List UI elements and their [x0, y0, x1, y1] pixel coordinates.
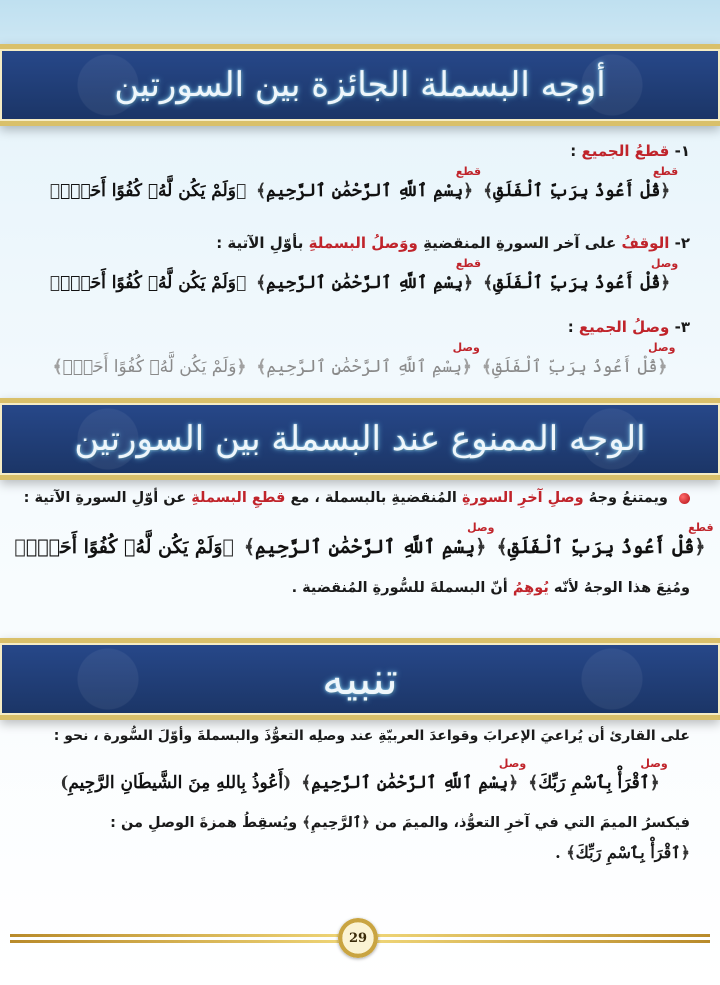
allowed-item-3	[30, 318, 690, 377]
joining-mark: وصل	[452, 341, 480, 354]
verse-start: ﴿قُلْ أَعُوذُ بِرَبِّ ٱلْفَلَقِ﴾ وصل	[483, 257, 679, 293]
banner-title: أوجه البسملة الجائزة بين السورتين	[114, 65, 606, 105]
verse-start: ﴿ٱقْرَأْ بِٱسْمِ رَبِّكَ﴾ وصل	[528, 757, 668, 793]
banner-title: تنبيه	[322, 653, 398, 705]
allowed-item-1	[30, 142, 690, 201]
joining-mark: قطع	[455, 257, 482, 270]
section-banner-note	[0, 638, 720, 720]
verse-row	[14, 521, 714, 558]
verse-row	[30, 341, 690, 377]
note-paragraph-1: على القارئ أن يُراعيَ الإعرابَ وقواعدَ العربيّةِ عند وصلِه التعوُّذَ والبسملةَ وأوّلَ السُّورة ، نحو :	[53, 728, 690, 744]
verse-basmala: ﴿بِسْمِ ٱللَّهِ ٱلرَّحْمَٰنِ ٱلرَّحِيمِ﴾ وصل	[243, 521, 495, 558]
note-section	[30, 728, 690, 862]
forbidden-section	[14, 490, 714, 596]
item-heading	[30, 142, 690, 160]
verse-isti'adha: (أَعُوذُ بِاللهِ مِنَ الشَّيطَانِ الرَّجِيمِ)	[60, 773, 292, 793]
verse-start: ﴿قُلْ أَعُوذُ بِرَبِّ ٱلْفَلَقِ﴾ وصل	[481, 341, 676, 377]
verse-start: ﴿قُلْ أَعُوذُ بِرَبِّ ٱلْفَلَقِ﴾ قطع	[496, 521, 714, 558]
verse-basmala: ﴿بِسْمِ ٱللَّهِ ٱلرَّحْمَٰنِ ٱلرَّحِيمِ﴾ قطع	[256, 257, 482, 293]
section-banner-allowed	[0, 44, 720, 126]
verse-basmala: ﴿بِسْمِ ٱللَّهِ ٱلرَّحْمَٰنِ ٱلرَّحِيمِ﴾ قطع	[256, 165, 482, 201]
joining-mark: وصل	[648, 341, 676, 354]
verse-end: ﴿وَلَمْ يَكُن لَّهُۥ كُفُوًا أَحَدٌۢ﴾	[49, 181, 247, 201]
note-word: ٱلرَّحِيمِ	[310, 815, 362, 831]
item-heading	[30, 318, 690, 336]
allowed-item-2	[30, 234, 690, 293]
verse-basmala: ﴿بِسْمِ ٱللَّهِ ٱلرَّحْمَٰنِ ٱلرَّحِيمِ﴾ وصل	[301, 757, 527, 793]
banner-title: الوجه الممنوع عند البسملة بين السورتين	[74, 419, 646, 459]
section-banner-forbidden	[0, 398, 720, 480]
verse-basmala: ﴿بِسْمِ ٱللَّهِ ٱلرَّحْمَٰنِ ٱلرَّحِيمِ﴾ وصل	[256, 341, 480, 377]
verse-end: ﴿وَلَمْ يَكُن لَّهُۥ كُفُوًا أَحَدٌۢ﴾	[14, 536, 234, 558]
bullet-icon	[679, 493, 690, 504]
item-text: على آخر السورةِ المنقضيةِ	[423, 234, 617, 252]
item-number: ٢-	[674, 234, 690, 252]
verse-row	[30, 165, 690, 201]
item-text: بأوّلِ الآتية :	[216, 234, 304, 252]
item-title-stop: الوقفُ	[621, 234, 670, 252]
item-colon: :	[570, 142, 577, 160]
page-number: 29	[338, 918, 378, 958]
item-heading	[30, 234, 690, 252]
joining-mark: وصل	[498, 757, 527, 770]
note-paragraph-2: فيكسرُ الميمَ التي في آخرِ التعوُّذ، والميمَ من ﴿ٱلرَّحِيمِ﴾ ويُسقِطُ همزةَ الوصلِ من :	[110, 815, 690, 831]
verse-start: ﴿قُلْ أَعُوذُ بِرَبِّ ٱلْفَلَقِ﴾ قطع	[483, 165, 679, 201]
joining-mark: قطع	[688, 521, 714, 534]
joining-mark: وصل	[650, 257, 679, 270]
joining-mark: وصل	[640, 757, 668, 770]
item-title: وصلُ الجميع	[578, 318, 670, 336]
item-title-join: ووَصلُ البسملةِ	[308, 234, 418, 252]
forbidden-reason: ومُنِعَ هذا الوجهُ لأنّه يُوهِمُ أنّ البسملةَ للسُّورةِ المُنقضية .	[291, 580, 690, 596]
item-number: ٣-	[674, 318, 690, 336]
forbidden-intro: ويمتنعُ وجهُ وصلِ آخرِ السورةِ المُنقضيةِ بالبسملة ، مع قطعِ البسملةِ عن أوّلِ السورةِ الآتية :	[30, 490, 690, 506]
item-title: قطعُ الجميع	[581, 142, 670, 160]
item-number: ١-	[674, 142, 690, 160]
verse-end: ﴿وَلَمْ يَكُن لَّهُۥ كُفُوًا أَحَدٌۢ﴾	[52, 357, 247, 377]
joining-mark: قطع	[455, 165, 482, 178]
verse-end: ﴿وَلَمْ يَكُن لَّهُۥ كُفُوًا أَحَدٌۢ﴾	[49, 273, 247, 293]
verse-row	[30, 757, 690, 793]
note-last-verse: ﴿ٱقْرَأْ بِٱسْمِ رَبِّكَ﴾ .	[555, 843, 690, 862]
verse-row	[30, 257, 690, 293]
item-colon: :	[567, 318, 574, 336]
joining-mark: وصل	[467, 521, 495, 534]
joining-mark: قطع	[652, 165, 679, 178]
